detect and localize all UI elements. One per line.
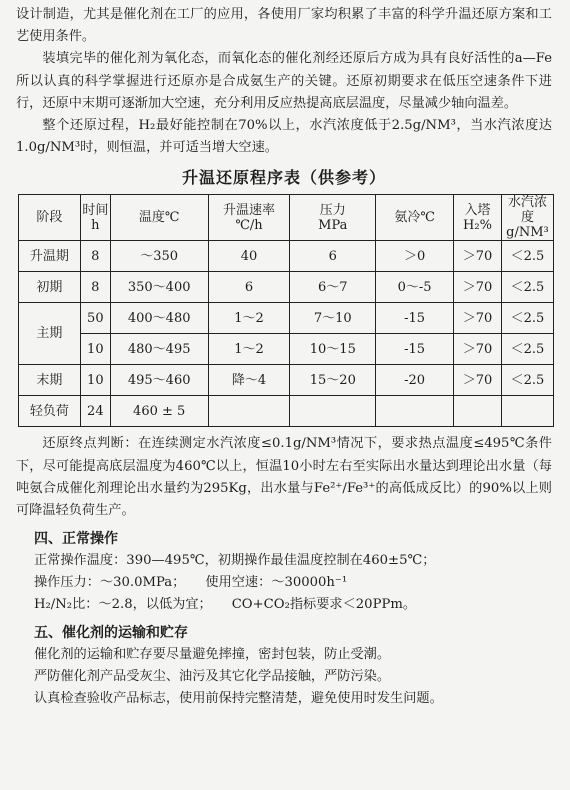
normal-operating-temperature: 正常操作温度：390—495℃，初期操作最佳温度控制在460±5℃； — [34, 553, 436, 569]
h2-n2-ratio: H₂/N₂比：～2.8，以低为宜； — [34, 597, 212, 613]
header-stage: 阶段 — [19, 195, 81, 241]
table-row — [19, 365, 554, 396]
cell-h2: ＞70 — [454, 272, 502, 303]
cell-h2: ＞70 — [454, 303, 502, 334]
cell-h2: ＞70 — [454, 241, 502, 272]
cell-ammonia: ＞0 — [376, 241, 454, 272]
section-4-title: 四、正常操作 — [34, 531, 118, 548]
cell-rate: 1～2 — [208, 334, 290, 365]
header-heating-rate: 升温速率 ℃/h — [208, 195, 290, 241]
intro-paragraph-1: 设计制造，尤其是催化剂在工厂的应用，各使用厂家均积累了丰富的科学升温还原方案和工艺使用条件。 — [16, 7, 552, 45]
cell-temp: ～350 — [110, 241, 208, 272]
cell-temp: 460 ± 5 — [110, 396, 208, 427]
table-header-row — [19, 195, 554, 241]
table-row — [19, 303, 554, 334]
cell-pressure — [290, 396, 376, 427]
cell-h2 — [454, 396, 502, 427]
cell-temp: 350～400 — [110, 272, 208, 303]
cell-water: ＜2.5 — [501, 241, 553, 272]
cell-time: 8 — [80, 241, 110, 272]
cell-ammonia: -15 — [376, 303, 454, 334]
cell-water: ＜2.5 — [501, 334, 553, 365]
cell-stage: 升温期 — [19, 241, 81, 272]
table-title: 升温还原程序表（供参考） — [181, 168, 386, 188]
cell-ammonia: 0～-5 — [376, 272, 454, 303]
cell-temp: 495～460 — [110, 365, 208, 396]
cell-water: ＜2.5 — [501, 303, 553, 334]
cell-stage: 轻负荷 — [19, 396, 81, 427]
cell-temp: 480～495 — [110, 334, 208, 365]
cell-rate: 40 — [208, 241, 290, 272]
cell-ammonia: -20 — [376, 365, 454, 396]
cell-h2: ＞70 — [454, 365, 502, 396]
cell-water: ＜2.5 — [501, 365, 553, 396]
cell-rate: 1～2 — [208, 303, 290, 334]
cell-ammonia — [376, 396, 454, 427]
table-row — [19, 334, 554, 365]
cell-rate: 6 — [208, 272, 290, 303]
cell-h2: ＞70 — [454, 334, 502, 365]
cell-pressure: 15～20 — [290, 365, 376, 396]
cell-rate — [208, 396, 290, 427]
table-row — [19, 396, 554, 427]
header-ammonia-cooling: 氨冷℃ — [376, 195, 454, 241]
header-water-concentration: 水汽浓度 g/NM³ — [501, 195, 553, 241]
space-velocity: 使用空速：～30000h⁻¹ — [205, 575, 348, 591]
cell-temp: 400～480 — [110, 303, 208, 334]
cell-stage: 初期 — [19, 272, 81, 303]
intro-paragraph-3: 整个还原过程，H₂最好能控制在70%以上，水汽浓度低于2.5g/NM³，当水汽浓度达1.0g/NM³时，则恒温，并可适当增大空速。 — [16, 118, 552, 156]
cell-time: 10 — [80, 334, 110, 365]
cell-time: 50 — [80, 303, 110, 334]
header-pressure: 压力 MPa — [290, 195, 376, 241]
cell-water: ＜2.5 — [501, 272, 553, 303]
operating-pressure: 操作压力：～30.0MPa； — [34, 575, 186, 591]
cell-pressure: 7～10 — [290, 303, 376, 334]
ratio-and-co — [34, 594, 552, 616]
header-inlet-h2: 入塔 H₂% — [454, 195, 502, 241]
cell-time: 24 — [80, 396, 110, 427]
cell-pressure: 6 — [290, 241, 376, 272]
storage-line: 认真检查验收产品标志，使用前保持完整清楚，避免使用时发生问题。 — [34, 691, 443, 707]
header-temperature: 温度℃ — [110, 195, 208, 241]
cell-water — [501, 396, 553, 427]
cell-time: 10 — [80, 365, 110, 396]
co-limit: CO+CO₂指标要求＜20PPm。 — [231, 597, 417, 613]
section-5-title: 五、催化剂的运输和贮存 — [34, 625, 188, 642]
cell-stage: 末期 — [19, 365, 81, 396]
table-row — [19, 241, 554, 272]
reduction-procedure-table — [18, 194, 554, 427]
endpoint-paragraph: 还原终点判断：在连续测定水汽浓度≤0.1g/NM³情况下，要求热点温度≤495℃条件下，尽可能提高底层温度为460℃以上，恒温10小时左右至实际出水量达到理论出水量（每吨氨合成催化剂理论出水量约为295Kg，出水量与Fe²⁺/Fe³⁺的高低成反比）的90%以上则可降温轻负荷生产。 — [16, 436, 552, 519]
cell-rate: 降～4 — [208, 365, 290, 396]
cell-stage: 主期 — [19, 303, 81, 365]
pressure-and-space-velocity — [34, 572, 552, 594]
storage-line: 催化剂的运输和贮存要尽量避免摔撞，密封包装，防止受潮。 — [34, 647, 391, 663]
cell-time: 8 — [80, 272, 110, 303]
storage-line: 严防催化剂产品受灰尘、油污及其它化学品接触，严防污染。 — [34, 669, 391, 685]
cell-pressure: 6～7 — [290, 272, 376, 303]
cell-ammonia: -15 — [376, 334, 454, 365]
intro-paragraph-2: 装填完毕的催化剂为氧化态，而氧化态的催化剂经还原后方成为具有良好活性的a—Fe所以认真的科学掌握进行还原亦是合成氨生产的关键。还原初期要求在低压空速条件下进行，还原中末期可逐渐加大空速，充分利用反应热提高底层温度，尽量减少轴向温差。 — [16, 51, 552, 111]
header-time: 时间 h — [80, 195, 110, 241]
cell-pressure: 10～15 — [290, 334, 376, 365]
table-row — [19, 272, 554, 303]
